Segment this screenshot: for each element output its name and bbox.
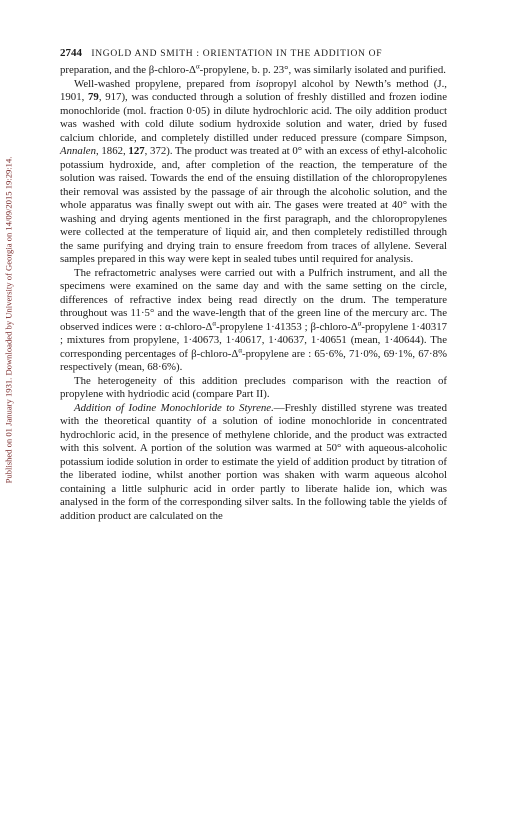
text-run: -propylene 1·41353 ; β-chloro-Δ — [216, 320, 358, 333]
text-run: -propylene 1·40317 ; mixtures from propylene, 1·40673, 1·40617, 1·40637, 1·40651 (mean, 1·40644). The corresponding percentages of β-chloro-Δ — [60, 320, 448, 360]
superscript-text: α — [357, 318, 362, 327]
page-header — [60, 47, 450, 61]
paragraph — [60, 375, 447, 402]
bold-text: 127 — [128, 145, 145, 157]
italic-text: Addition of Iodine Monochloride to Styrene. — [74, 401, 274, 414]
text-run: The refractometric analyses were carried out with a Pulfrich instrument, and all the specimens were examined on the same day and with the same setting on the circle, differences of refractive index being read directly on the drum. The temperature throughout was 11·5° and the wave-length that of the green line of the mercury arc. The observed indices were : α-chloro-Δ — [60, 266, 447, 333]
text-run: -propylene are : 65·6%, 71·0%, 69·1%, 67·8% respectively (mean, 68·6%). — [60, 347, 447, 373]
paragraph — [60, 64, 447, 78]
side-note-text: Published on 01 January 1931. Downloaded by University of Georgia on 14/09/2015 19:29:14. — [3, 156, 14, 484]
italic-text: iso — [255, 77, 269, 90]
text-run: preparation, and the β-chloro-Δ — [60, 64, 196, 76]
superscript-text: α — [238, 345, 242, 354]
paragraph — [60, 402, 447, 524]
paragraph — [60, 267, 447, 375]
running-title: INGOLD AND SMITH : ORIENTATION IN THE ADDITION OF — [91, 49, 383, 59]
text-run: propyl alcohol by Newth’s method (J., 1901, — [60, 77, 448, 103]
text-run: —Freshly distilled styrene was treated with the theoretical quantity of a solution of iodine monochloride in concentrated hydrochloric acid, in the presence of methylene chloride, and the product was extracted with this solvent. A portion of the solution was warmed at 50° with aqueous-alcoholic potassium iodide solution in order to estimate the yield of addition product by titration of the liberated iodine, whilst another portion was shaken with warm aqueous alcohol containing a little sulphuric acid in order partly to liberate halide ion, which was analysed in the form of the corresponding silver salts. In the following table the yields of addition product are calculated on the — [60, 401, 447, 522]
article-body — [60, 64, 447, 523]
bold-text: 79 — [88, 91, 99, 103]
paragraph — [60, 78, 447, 267]
page-number: 2744 — [60, 47, 82, 59]
superscript-text: α — [195, 62, 200, 71]
italic-text: Annalen — [60, 145, 96, 157]
text-run: Well-washed propylene, prepared from — [74, 77, 256, 90]
publication-side-note — [0, 90, 16, 550]
text-run: -propylene, b. p. 23°, was similarly isolated and purified. — [199, 64, 446, 76]
text-run: , 917), was conducted through a solution of freshly distilled and frozen iodine monochloride (mol. fraction 0·05) in dilute hydrochloric acid. The oily addition product was washed with cold dilute sodium hydroxide solution and water, dried by fused calcium chloride, and completely distilled under reduced pressure (compare Simpson, — [60, 91, 448, 144]
text-run: The heterogeneity of this addition precludes comparison with the reaction of propylene with hydriodic acid (compare Part II). — [60, 374, 447, 400]
text-run: , 372). The product was treated at 0° with an excess of ethyl-alcoholic potassium hydroxide, and, after completion of the reaction, the temperature of the solution was raised. Towards the end of the ensuing distillation of the chloropropylenes their removal was assisted by the passage of air through the alcoholic solution, and the whole apparatus was finally swept out with air. The gases were treated at 40° with the washing and drying agents mentioned in the first paragraph, and the chloropropylenes were collected at the temperature of liquid air, and then completely redistilled through the same purifying and drying train to ensure freedom from traces of allylene. Several samples prepared in this way were kept in sealed tubes until required for analysis. — [60, 145, 447, 265]
superscript-text: α — [212, 318, 217, 327]
text-run: , 1862, — [95, 145, 129, 157]
